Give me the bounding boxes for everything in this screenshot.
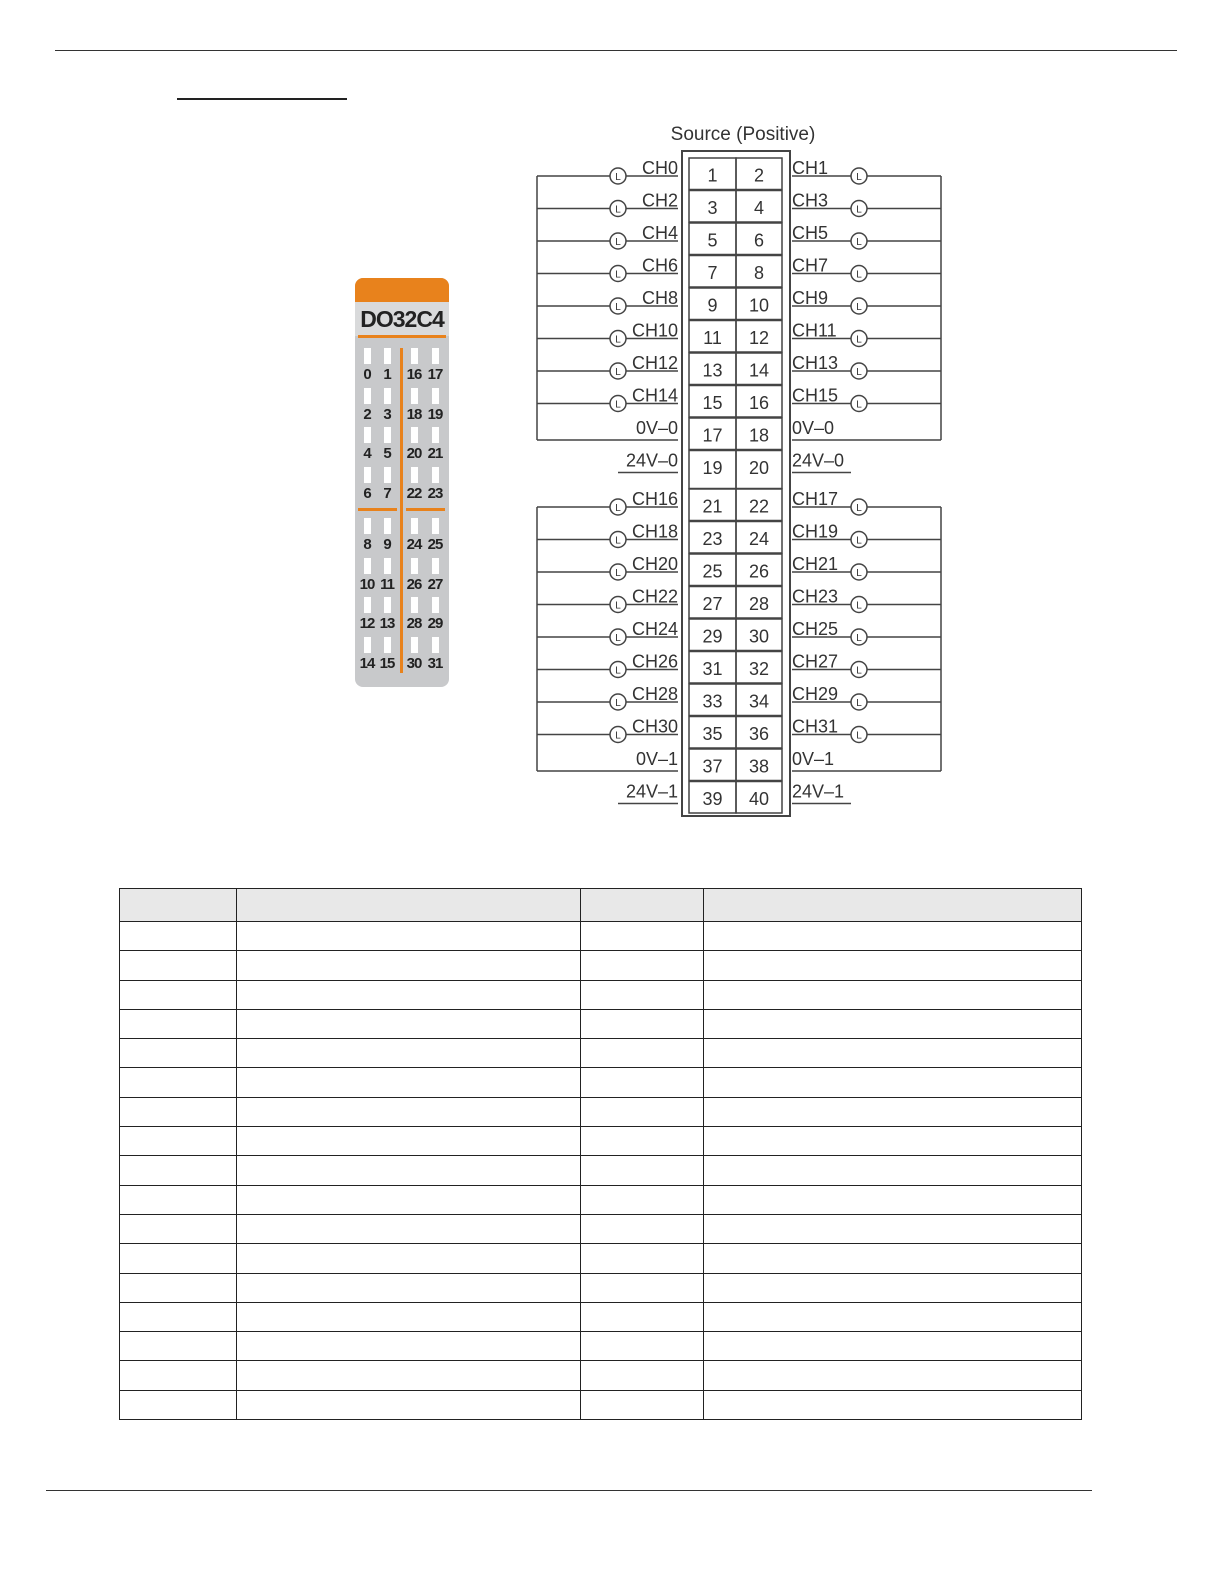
table-cell — [237, 980, 581, 1009]
diagram-title: Source (Positive) — [670, 124, 816, 145]
pin-number: 20 — [748, 457, 770, 478]
terminal-label-right: CH17 — [792, 489, 839, 509]
terminal-label-left: CH28 — [631, 684, 678, 704]
table-row — [120, 922, 1082, 951]
table-cell — [120, 951, 237, 980]
table-cell — [237, 1302, 581, 1331]
led-label: 8 — [363, 536, 371, 553]
pin-number: 14 — [748, 360, 770, 381]
table-row — [120, 1039, 1082, 1068]
table-cell — [704, 1244, 1082, 1273]
terminal-label-left: CH2 — [641, 190, 678, 211]
load-icon-label: L — [856, 302, 862, 313]
led-label: 24 — [406, 536, 422, 553]
table-cell — [237, 1273, 581, 1302]
terminal-label-left: CH26 — [631, 651, 678, 672]
terminal-label-left: CH20 — [631, 554, 678, 574]
table-cell — [237, 1009, 581, 1038]
led-label: 29 — [427, 615, 443, 632]
table-cell — [237, 1127, 581, 1156]
pin-number: 17 — [702, 425, 723, 446]
table-cell — [120, 922, 237, 951]
load-icon-label: L — [615, 698, 621, 709]
table-cell — [704, 1068, 1082, 1097]
pin-number: 38 — [748, 756, 770, 777]
table-cell — [581, 1185, 704, 1214]
terminal-label-right: CH25 — [792, 619, 839, 639]
pin-number: 5 — [707, 230, 718, 251]
pin-number: 9 — [707, 295, 718, 316]
table-cell — [581, 1273, 704, 1302]
table-row — [120, 1214, 1082, 1243]
pin-number: 37 — [702, 756, 723, 777]
led-label: 17 — [427, 366, 443, 383]
led-label: 30 — [406, 655, 422, 672]
table-cell — [120, 1332, 237, 1361]
pin-table — [119, 888, 1082, 1420]
table-cell — [704, 951, 1082, 980]
table-row — [120, 1127, 1082, 1156]
load-icon-label: L — [615, 367, 621, 378]
table-cell — [120, 980, 237, 1009]
terminal-label-left: CH30 — [631, 716, 678, 737]
pin-number: 13 — [702, 360, 723, 381]
pin-number: 34 — [748, 691, 770, 712]
led-label: 5 — [383, 445, 391, 462]
led-label: 9 — [383, 536, 391, 553]
table-cell — [704, 1009, 1082, 1038]
table-row — [120, 1361, 1082, 1390]
load-icon-label: L — [615, 665, 621, 677]
terminal-label-left: 0V–1 — [635, 749, 678, 769]
load-icon-label: L — [615, 568, 621, 579]
table-cell — [704, 1390, 1082, 1419]
led-label: 2 — [363, 406, 371, 423]
table-row — [120, 1244, 1082, 1273]
table-cell — [237, 1390, 581, 1419]
terminal-label-right: CH31 — [792, 716, 839, 737]
table-cell — [704, 1214, 1082, 1243]
table-row — [120, 1009, 1082, 1038]
bottom-rule — [46, 1490, 1092, 1491]
load-icon-label: L — [856, 698, 862, 709]
pin-number: 2 — [753, 165, 765, 186]
pin-number: 33 — [702, 691, 723, 712]
module-name: DO32C4 — [355, 302, 449, 336]
terminal-label-right: 24V–0 — [792, 450, 845, 471]
table-cell — [237, 1244, 581, 1273]
led-label: 21 — [427, 445, 443, 462]
table-cell — [581, 1127, 704, 1156]
led-label: 6 — [363, 485, 371, 502]
led-label: 27 — [427, 576, 443, 593]
table-cell — [704, 1361, 1082, 1390]
table-cell — [704, 1302, 1082, 1331]
pin-number: 32 — [748, 658, 770, 679]
terminal-label-right: CH23 — [792, 586, 839, 607]
load-icon-label: L — [856, 730, 862, 742]
led-label: 19 — [427, 406, 443, 423]
led-label: 18 — [406, 406, 422, 423]
table-cell — [581, 1068, 704, 1097]
table-cell — [120, 1009, 237, 1038]
table-cell — [704, 1127, 1082, 1156]
terminal-label-left: 24V–0 — [625, 450, 678, 471]
terminal-label-right: CH29 — [792, 684, 839, 704]
pin-number: 40 — [748, 788, 770, 809]
terminal-label-right: CH7 — [792, 255, 829, 276]
table-header-row — [120, 889, 1082, 922]
table-header-cell — [581, 889, 704, 922]
terminal-label-right: CH27 — [792, 651, 839, 672]
terminal-label-left: CH18 — [631, 521, 678, 542]
table-cell — [581, 1302, 704, 1331]
table-cell — [120, 1302, 237, 1331]
table-cell — [237, 1185, 581, 1214]
led-label: 0 — [363, 366, 371, 383]
table-cell — [704, 1156, 1082, 1185]
table-cell — [581, 922, 704, 951]
table-cell — [120, 1068, 237, 1097]
pin-number: 22 — [748, 496, 770, 517]
table-row — [120, 1156, 1082, 1185]
led-label: 14 — [359, 655, 375, 672]
terminal-label-left: CH8 — [641, 288, 678, 308]
terminal-label-right: CH9 — [792, 288, 829, 308]
led-label: 22 — [406, 485, 422, 502]
led-label: 3 — [383, 406, 391, 423]
load-icon-label: L — [856, 503, 862, 514]
terminal-label-left: CH22 — [631, 586, 678, 607]
led-label: 10 — [359, 576, 375, 593]
load-icon-label: L — [856, 237, 862, 248]
pin-number: 39 — [702, 788, 723, 809]
led-label: 12 — [359, 615, 375, 632]
led-label: 15 — [379, 655, 395, 672]
pin-number: 6 — [753, 230, 765, 251]
table-header-cell — [237, 889, 581, 922]
pin-number: 11 — [703, 327, 722, 348]
load-icon-label: L — [615, 172, 621, 183]
terminal-label-right: CH15 — [792, 385, 839, 406]
load-icon-label: L — [856, 269, 862, 281]
led-label: 13 — [379, 615, 395, 632]
table-cell — [704, 1039, 1082, 1068]
table-cell — [120, 1244, 237, 1273]
led-label: 11 — [380, 576, 394, 593]
table-cell — [704, 1185, 1082, 1214]
table-header-cell — [704, 889, 1082, 922]
table-cell — [237, 922, 581, 951]
led-label: 16 — [406, 366, 422, 383]
table-cell — [120, 1273, 237, 1302]
load-icon-label: L — [615, 237, 621, 248]
table-row — [120, 1302, 1082, 1331]
table-row — [120, 1097, 1082, 1126]
table-cell — [581, 1097, 704, 1126]
table-cell — [581, 951, 704, 980]
load-icon-label: L — [856, 172, 862, 183]
terminal-label-left: CH0 — [641, 158, 678, 178]
load-icon-label: L — [615, 334, 621, 346]
led-label: 31 — [427, 655, 443, 672]
table-cell — [581, 1009, 704, 1038]
load-icon-label: L — [856, 399, 862, 411]
table-cell — [581, 1156, 704, 1185]
table-cell — [237, 1214, 581, 1243]
terminal-label-left: CH24 — [631, 619, 678, 639]
pin-number: 4 — [753, 197, 765, 218]
pin-number: 29 — [702, 626, 723, 647]
table-row — [120, 1068, 1082, 1097]
pin-number: 8 — [753, 262, 765, 283]
table-row — [120, 951, 1082, 980]
pin-number: 7 — [707, 262, 718, 283]
table-cell — [237, 1361, 581, 1390]
pin-number: 31 — [702, 658, 723, 679]
load-icon-label: L — [856, 600, 862, 612]
table-row — [120, 980, 1082, 1009]
pin-number: 23 — [702, 528, 723, 549]
table-header-cell — [120, 889, 237, 922]
terminal-label-left: CH4 — [641, 223, 678, 243]
table-cell — [704, 922, 1082, 951]
terminal-label-right: 24V–1 — [792, 781, 845, 802]
table-cell — [704, 1097, 1082, 1126]
table-cell — [120, 1214, 237, 1243]
pin-number: 18 — [748, 425, 770, 446]
load-icon-label: L — [856, 334, 862, 346]
load-icon-label: L — [856, 367, 862, 378]
table-cell — [120, 1127, 237, 1156]
table-row — [120, 1332, 1082, 1361]
table-row — [120, 1390, 1082, 1419]
table-cell — [704, 1273, 1082, 1302]
table-row — [120, 1273, 1082, 1302]
terminal-label-left: 0V–0 — [635, 418, 678, 438]
table-cell — [120, 1156, 237, 1185]
table-cell — [237, 1068, 581, 1097]
table-cell — [581, 1244, 704, 1273]
table-cell — [581, 980, 704, 1009]
pin-number: 1 — [707, 165, 718, 186]
pin-number: 26 — [748, 561, 770, 582]
led-label: 26 — [406, 576, 422, 593]
table-cell — [120, 1039, 237, 1068]
load-icon-label: L — [615, 535, 621, 547]
terminal-label-left: 24V–1 — [625, 781, 678, 802]
led-label: 20 — [406, 445, 422, 462]
table-cell — [581, 1361, 704, 1390]
pin-number: 10 — [748, 295, 770, 316]
table-cell — [704, 1332, 1082, 1361]
pin-number: 27 — [702, 593, 723, 614]
terminal-label-right: CH1 — [792, 158, 829, 178]
terminal-label-right: 0V–0 — [792, 418, 835, 438]
table-cell — [120, 1390, 237, 1419]
table-cell — [581, 1214, 704, 1243]
terminal-label-right: CH3 — [792, 190, 829, 211]
load-icon-label: L — [615, 730, 621, 742]
led-label: 4 — [363, 445, 371, 462]
table-cell — [237, 1156, 581, 1185]
pin-number: 24 — [748, 528, 770, 549]
load-icon-label: L — [615, 302, 621, 313]
terminal-label-right: CH13 — [792, 353, 839, 373]
terminal-label-right: CH5 — [792, 223, 829, 243]
pin-number: 15 — [702, 392, 723, 413]
load-icon-label: L — [615, 399, 621, 411]
terminal-label-left: CH16 — [631, 489, 678, 509]
table-cell — [581, 1332, 704, 1361]
pin-number: 30 — [748, 626, 770, 647]
load-icon-label: L — [856, 535, 862, 547]
load-icon-label: L — [856, 204, 862, 216]
pin-number: 3 — [707, 197, 718, 218]
led-label: 23 — [427, 485, 443, 502]
terminal-label-right: CH19 — [792, 521, 839, 542]
pin-number: 12 — [748, 327, 770, 348]
table-cell — [237, 1097, 581, 1126]
table-cell — [704, 980, 1082, 1009]
table-cell — [237, 1332, 581, 1361]
table-cell — [581, 1390, 704, 1419]
load-icon-label: L — [856, 568, 862, 579]
load-icon-label: L — [615, 204, 621, 216]
table-cell — [120, 1185, 237, 1214]
load-icon-label: L — [615, 269, 621, 281]
load-icon-label: L — [856, 665, 862, 677]
load-icon-label: L — [615, 503, 621, 514]
pin-number: 16 — [748, 392, 770, 413]
table-cell — [120, 1097, 237, 1126]
table-cell — [120, 1361, 237, 1390]
pin-number: 35 — [702, 723, 723, 744]
led-label: 25 — [427, 536, 443, 553]
table-cell — [237, 1039, 581, 1068]
terminal-label-left: CH6 — [641, 255, 678, 276]
led-label: 1 — [383, 366, 391, 383]
pin-number: 21 — [702, 496, 723, 517]
terminal-label-left: CH14 — [631, 385, 678, 406]
table-row — [120, 1185, 1082, 1214]
terminal-label-left: CH12 — [631, 353, 678, 373]
table-cell — [581, 1039, 704, 1068]
pin-number: 19 — [702, 457, 723, 478]
terminal-label-left: CH10 — [631, 320, 678, 341]
terminal-label-right: 0V–1 — [792, 749, 835, 769]
led-label: 28 — [406, 615, 422, 632]
pin-number: 25 — [702, 561, 723, 582]
load-icon-label: L — [615, 600, 621, 612]
table-cell — [237, 951, 581, 980]
led-label: 7 — [383, 485, 391, 502]
load-icon-label: L — [615, 633, 621, 644]
terminal-label-right: CH21 — [792, 554, 839, 574]
pin-number: 28 — [748, 593, 770, 614]
terminal-label-right: CH11 — [792, 320, 837, 341]
pin-number: 36 — [748, 723, 770, 744]
load-icon-label: L — [856, 633, 862, 644]
